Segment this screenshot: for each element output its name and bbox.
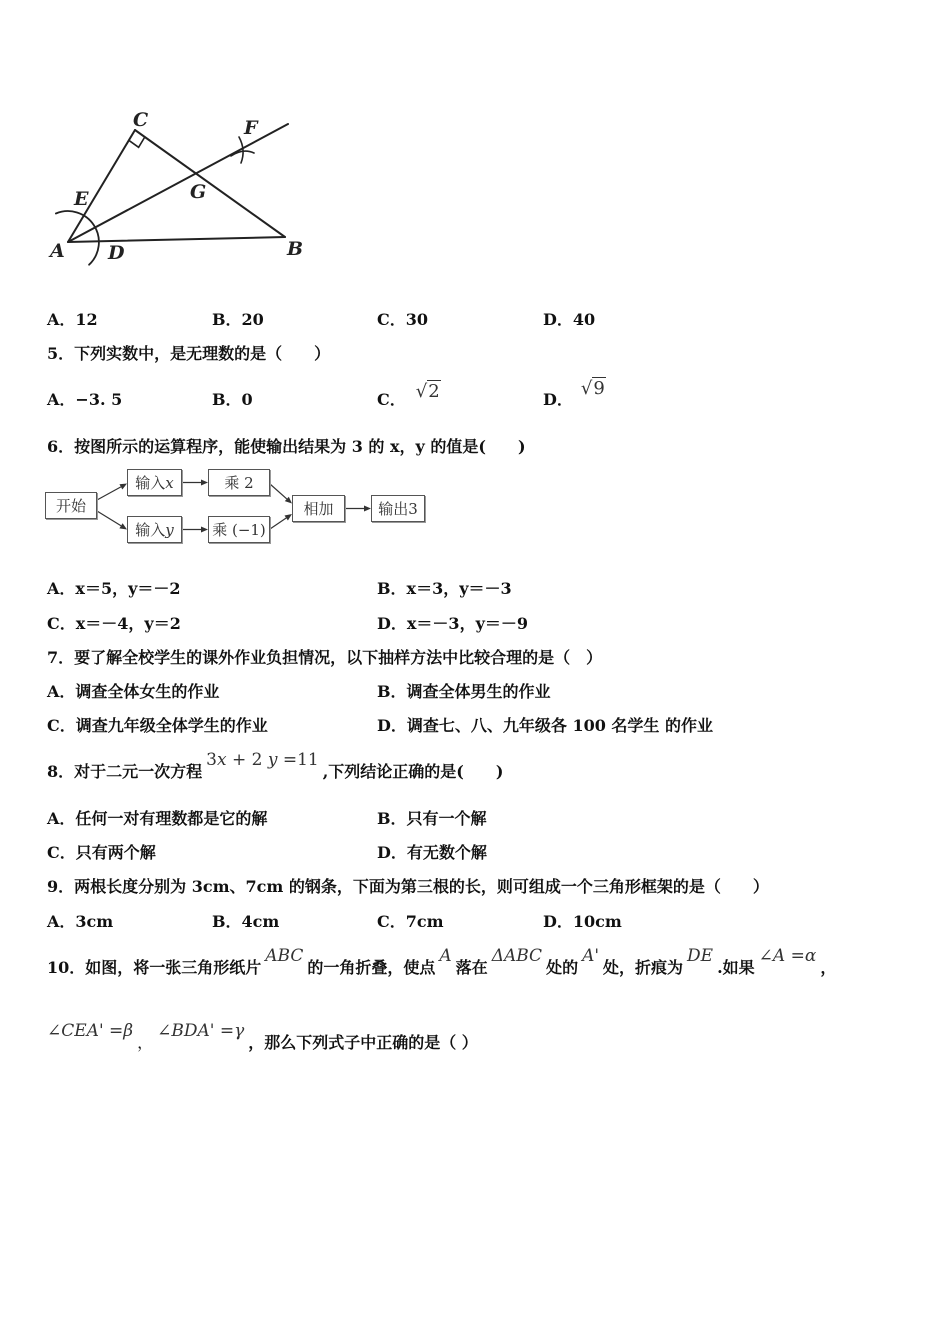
segment-ab [68,237,285,242]
option-text: 只有一个解 [406,809,487,828]
radical-sign: √ [580,378,593,399]
q6-option-a [47,579,181,599]
q7-stem: 7．要了解全校学生的课外作业负担情况，以下抽样方法中比较合理的是（ ） [47,648,603,667]
stem-text: 处，折痕为 [603,958,684,977]
math-triangle-abc: ABC [265,946,304,966]
q5-option-c [377,381,441,410]
option-label: B． [212,390,242,409]
equation-variable-x: x [216,750,227,770]
arrow-multiply-2-to-add [270,484,287,499]
option-label: D． [543,912,573,931]
flow-multiply-neg1-label: 乘 (−1) [212,521,266,539]
arrowhead [201,480,208,486]
q8-option-c [47,843,156,863]
option-label: D． [377,614,407,633]
flow-output-label: 输出3 [378,500,418,518]
q6-option-b [377,579,512,599]
point-label-d: D [108,242,125,264]
arrow-multiply-neg1-to-add [270,518,286,529]
q8-option-b [377,809,487,829]
stem-text: 处的 [546,958,579,977]
stem-text: 落在 [455,958,488,977]
option-text: 调查全体男生的作业 [406,682,551,701]
q10-stem-line-1 [47,946,837,978]
q9-stem: 9．两根长度分别为 3cm、7cm 的钢条，下面为第三根的长，则可组成一个三角形框架的是（ ） [47,877,769,896]
point-label-c: C [133,109,149,131]
flow-output-box [371,495,425,522]
option-text: 3cm [75,912,114,931]
option-label: D． [377,716,407,735]
radicand: 9 [593,378,605,399]
math-angle-a-alpha: ∠A =α [758,946,817,966]
q4-option-c [377,310,428,330]
math-point-a: A [439,946,452,966]
option-text: 有无数个解 [406,843,487,862]
option-label: A． [47,912,76,931]
point-label-f: F [244,117,258,139]
q9-option-d [543,912,622,932]
flow-add-box [292,495,345,522]
arrow-start-to-input-y [97,511,121,526]
q9-option-b [212,912,279,932]
flow-start-box [45,492,97,519]
flow-variable-x: x [165,473,174,492]
stem-text: 10．如图，将一张三角形纸片 [47,958,262,977]
option-text: 0 [241,390,253,409]
q5-option-d [543,378,606,410]
stem-text: ， [820,958,837,977]
flow-multiply-neg1-box [208,516,270,543]
flow-input-label: 输入 [135,474,166,492]
radical-sign: √ [415,381,428,402]
option-text: 调查九年级全体学生的作业 [75,716,268,735]
flow-multiply-2-box [208,469,270,496]
option-text: x＝5，y＝－2 [75,579,181,598]
stem-text: .如果 [717,958,755,977]
q4-option-a [47,310,98,330]
point-label-e: E [74,188,89,210]
math-angle-cea-beta: ∠CEA' =β [47,1021,134,1041]
option-text: 任何一对有理数都是它的解 [75,809,268,828]
option-text: −3. 5 [75,390,123,409]
option-label: A． [47,579,76,598]
option-label: C． [47,843,76,862]
option-label: C． [377,912,406,931]
option-label: D． [543,310,573,329]
segment-ac [68,130,135,242]
q4-option-b [212,310,264,330]
option-text: 40 [572,310,596,329]
option-text: 30 [405,310,429,329]
right-angle-mark [129,137,145,147]
math-segment-de: DE [687,946,714,966]
q8-stem-after: ,下列结论正确的是( ) [322,762,504,781]
option-text: 7cm [405,912,444,931]
option-label: B． [212,310,242,329]
flow-input-y-box [127,516,182,543]
option-text: 调查七、八、九年级各 100 名学生 的作业 [406,716,714,735]
q9-option-a [47,912,113,932]
option-label: B． [377,682,407,701]
stem-text: ， [137,1033,154,1052]
q4-option-d [543,310,595,330]
flow-variable-y: y [165,520,174,539]
option-text: x＝－4，y＝2 [75,614,181,633]
option-text: x＝3，y＝－3 [406,579,512,598]
equation-part: =11 [277,750,319,770]
point-label-a: A [50,240,65,262]
option-label: B． [377,579,407,598]
math-point-a-prime: A' [582,946,600,966]
flow-input-label: 输入 [135,521,166,539]
q8-stem-before: 8．对于二元一次方程 [47,762,203,781]
equation-part: + 2 [226,750,268,770]
option-label: A． [47,310,76,329]
q5-stem: 5．下列实数中，是无理数的是（ ） [47,344,331,363]
option-label: D． [543,390,573,409]
option-text: 10cm [572,912,622,931]
q7-option-a [47,682,219,702]
sqrt-expression [416,381,441,402]
q6-option-d [377,614,528,634]
stem-text: 的一角折叠，使点 [307,958,436,977]
q8-option-d [377,843,487,863]
math-delta-abc: ΔABC [491,946,543,966]
q7-option-b [377,682,551,702]
segment-cb [135,130,285,237]
flow-multiply-2-label: 乘 2 [224,474,254,492]
equation-variable-y: y [267,750,278,770]
option-label: B． [377,809,407,828]
option-label: A． [47,390,76,409]
option-label: C． [47,716,76,735]
flow-input-x-box [127,469,182,496]
option-text: 4cm [241,912,280,931]
radicand: 2 [428,381,440,402]
arrowhead [364,506,371,512]
option-label: C． [377,310,406,329]
q6-stem: 6．按图所示的运算程序，能使输出结果为 3 的 x，y 的值是( ) [47,437,526,456]
sqrt-expression [581,378,606,399]
arrowhead [285,514,293,521]
option-text: x＝－3，y＝－9 [406,614,528,633]
option-text: 12 [75,310,98,329]
arrow-start-to-input-x [97,487,121,500]
arrowhead [119,523,127,529]
option-label: A． [47,809,76,828]
point-label-g: G [190,181,207,203]
flow-add-label: 相加 [303,500,334,518]
q5-option-b [212,390,253,410]
option-label: A． [47,682,76,701]
ray-af [68,124,288,242]
q10-stem-line-2 [47,1021,478,1053]
equation-part: 3 [206,750,217,770]
option-label: C． [47,614,76,633]
q9-option-c [377,912,444,932]
flow-start-label: 开始 [55,497,86,515]
geometry-figure [0,0,320,280]
linear-equation [202,750,323,770]
option-label: D． [377,843,407,862]
option-text: 只有两个解 [75,843,156,862]
q8-stem [47,750,504,782]
option-text: 调查全体女生的作业 [75,682,220,701]
q8-option-a [47,809,267,829]
q7-option-c [47,716,268,736]
option-label: C． [377,390,406,409]
arrowhead [201,527,208,533]
q7-option-d [377,716,713,736]
stem-text: ，那么下列式子中正确的是（ ） [248,1033,478,1052]
option-text: 20 [241,310,264,329]
q6-option-c [47,614,181,634]
option-label: B． [212,912,242,931]
math-angle-bda-gamma: ∠BDA' =γ [157,1021,245,1041]
point-label-b: B [287,238,304,260]
q5-option-a [47,390,122,410]
